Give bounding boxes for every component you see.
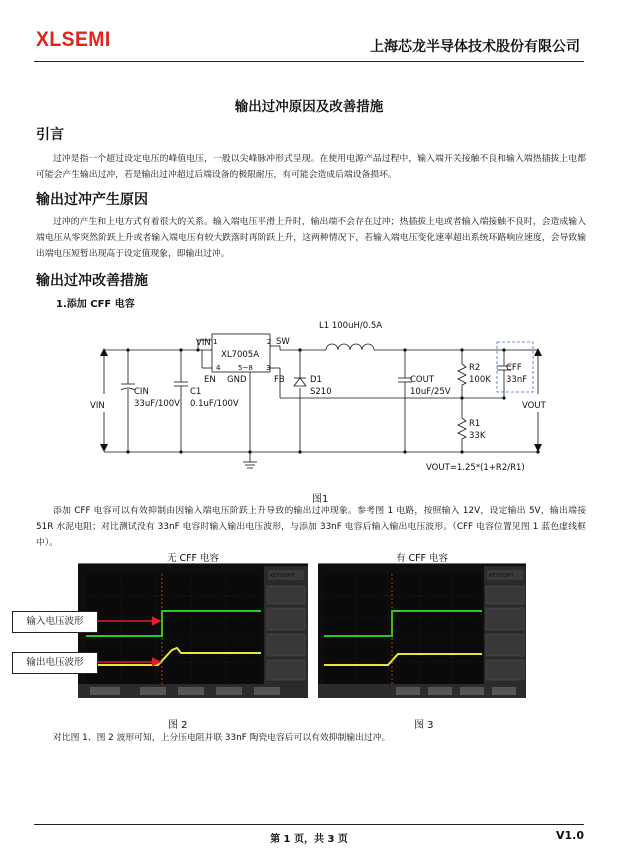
inductor-label: L1 100uH/0.5A [319, 321, 383, 331]
scope-screenshot-with-cff [318, 550, 526, 698]
cff-value: 33nF [506, 375, 528, 385]
conclusion-paragraph: 对比图 1、图 2 波形可知，上分压电阻并联 33nF 陶瓷电容后可以有效抑制输出过冲。 [53, 733, 391, 743]
callout-input-waveform: 输入电压波形 [12, 611, 98, 633]
footer-divider [34, 824, 584, 825]
c1-label: C1 [190, 387, 202, 397]
scope-brand-no-cff: KEYSIGHT [270, 573, 295, 579]
ic-label: XL7005A [221, 350, 260, 360]
r1-value: 33K [469, 431, 486, 441]
cin-value: 33uF/100V [134, 399, 180, 409]
c1-value: 0.1uF/100V [190, 399, 239, 409]
scope-screenshot-no-cff [78, 550, 308, 698]
ic-pin58: 5~8 [238, 364, 253, 372]
ic-pin3: 3 [266, 364, 271, 372]
d1-value: S210 [310, 387, 332, 397]
ic-pin2: 2 [267, 338, 272, 346]
version-label: V1.0 [556, 829, 584, 842]
vin-label: VIN [90, 401, 105, 411]
cout-value: 10uF/25V [410, 387, 451, 397]
subsection-heading-cff: 1.添加 CFF 电容 [56, 299, 135, 310]
ic-pin-gnd: GND [227, 375, 247, 385]
section-heading-cause: 输出过冲产生原因 [36, 192, 148, 208]
d1-label: D1 [310, 375, 322, 385]
ic-pin-sw: SW [276, 337, 290, 347]
scope-title-no-cff: 无 CFF 电容 [78, 550, 308, 564]
vout-label: VOUT [522, 401, 546, 411]
page-number: 第 1 页，共 3 页 [270, 834, 348, 845]
cause-paragraph: 过冲的产生和上电方式有着很大的关系。输入端电压平滑上升时，输出端不会存在过冲；热插拔上电或者输入端接触不良时，会造成输入端电压从零突然阶跃上升或者输入端电压有较大跌落时再阶跃上升，这两种情况下，若输入端电压变化速率超出系统环路响应速度，会导致输出端电压短暂出现高于设定值现象，即输出过冲。 [36, 217, 586, 259]
cout-label: COUT [410, 375, 435, 385]
measures-paragraph: 添加 CFF 电容可以有效抑制由因输入端电压阶跃上升导致的输出过冲现象。参考图 1 电路，按照输入 12V，设定输出 5V，输出端接 51R 水泥电阻；对比测试没有 33nF 电容时输入输出电压波形，与添加 33nF 电容后输入输出电压波形。（CFF 电容位置见图 1 蓝色虚线框中）。 [36, 506, 586, 548]
section-heading-measures: 输出过冲改善措施 [36, 273, 148, 289]
ic-pin-fb: FB [274, 375, 285, 385]
section-heading-intro: 引言 [36, 127, 64, 143]
scope-waveform-with-cff [318, 550, 526, 698]
company-logo: XLSEMI [36, 28, 111, 51]
document-title: 输出过冲原因及改善措施 [234, 99, 384, 115]
r2-label: R2 [469, 363, 481, 373]
figure2-caption: 图 2 [168, 720, 188, 731]
cin-label: CIN [134, 387, 149, 397]
ic-pin4: 4 [216, 364, 221, 372]
ic-pin1: 1 [213, 338, 218, 346]
intro-paragraph: 过冲是指一个超过设定电压的峰值电压，一般以尖峰脉冲形式呈现。在使用电源产品过程中，输入端开关接触不良和输入端热插拔上电都可能会产生输出过冲，若是输出过冲超过后端设备的极限耐压，有可能会造成后端设备损坏。 [36, 154, 586, 180]
circuit-diagram [90, 312, 560, 472]
ic-pin-vin: VIN [196, 338, 211, 348]
header-divider [34, 61, 584, 62]
figure1-caption: 图1 [312, 494, 329, 505]
r2-value: 100K [469, 375, 491, 385]
scope-brand-with-cff: KEYSIGHT [489, 573, 514, 579]
scope-waveform-no-cff [78, 550, 308, 698]
ic-pin-en: EN [204, 375, 216, 385]
vout-formula: VOUT=1.25*(1+R2/R1) [426, 463, 525, 472]
cff-label: CFF [506, 363, 522, 373]
r1-label: R1 [469, 419, 481, 429]
callout-output-waveform: 输出电压波形 [12, 652, 98, 674]
figure3-caption: 图 3 [414, 720, 434, 731]
company-name: 上海芯龙半导体技术股份有限公司 [370, 39, 580, 55]
scope-title-with-cff: 有 CFF 电容 [318, 550, 526, 564]
